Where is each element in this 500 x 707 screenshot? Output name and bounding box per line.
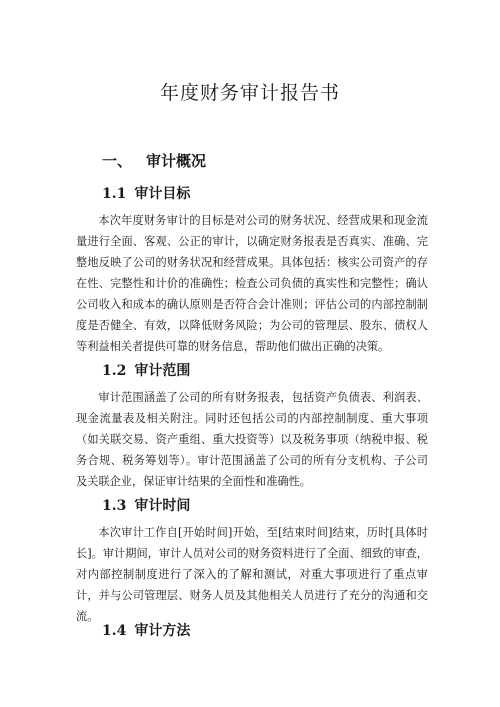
section-heading-overview [102,150,206,171]
paragraph-scope: 审计范围涵盖了公司的所有财务报表，包括资产负债表、利润表、现金流量表及相关附注。同时还包括公司的内部控制制度、重大事项（如关联交易、资产重组、重大投资等）以及税务事项（纳税申报、税务合规、税务筹划等）。审计范围涵盖了公司的所有分支机构、子公司及关联企业，保证审计结果的全面性和准确性。 [76,391,428,488]
subsection-number: 1.1 [102,186,127,202]
document-title: 年度财务审计报告书 [159,82,340,104]
subsection-heading-objective [102,183,190,203]
section-title: 审计概况 [146,152,207,170]
subsection-number: 1.2 [102,363,127,379]
subsection-heading-method [102,620,190,640]
paragraph-time: 本次审计工作自[开始时间]开始，至[结束时间]结束，历时[具体时长]。审计期间，审计人员对公司的财务资料进行了全面、细致的审查，对内部控制制度进行了深入的了解和测试，对重大事项进行了重点审计，并与公司管理层、财务人员及其他相关人员进行了充分的沟通和交流。 [76,526,428,623]
section-number: 一、 [102,152,133,170]
subsection-heading-scope [102,360,190,380]
subsection-number: 1.4 [102,623,127,639]
subsection-title: 审计范围 [134,363,191,379]
subsection-number: 1.3 [102,498,127,514]
subsection-title: 审计方法 [134,623,191,639]
paragraph-objective: 本次年度财务审计的目标是对公司的财务状况、经营成果和现金流量进行全面、客观、公正的审计，以确定财务报表是否真实、准确、完整地反映了公司的财务状况和经营成果。具体包括：核实公司资产的存在性、完整性和计价的准确性；检查公司负债的真实性和完整性；确认公司收入和成本的确认原则是否符合会计准则；评估公司的内部控制制度是否健全、有效，以降低财务风险；为公司的管理层、股东、债权人等利益相关者提供可靠的财务信息，帮助他们做出正确的决策。 [76,214,428,353]
subsection-title: 审计时间 [134,498,191,514]
subsection-title: 审计目标 [134,186,191,202]
subsection-heading-time [102,495,190,515]
